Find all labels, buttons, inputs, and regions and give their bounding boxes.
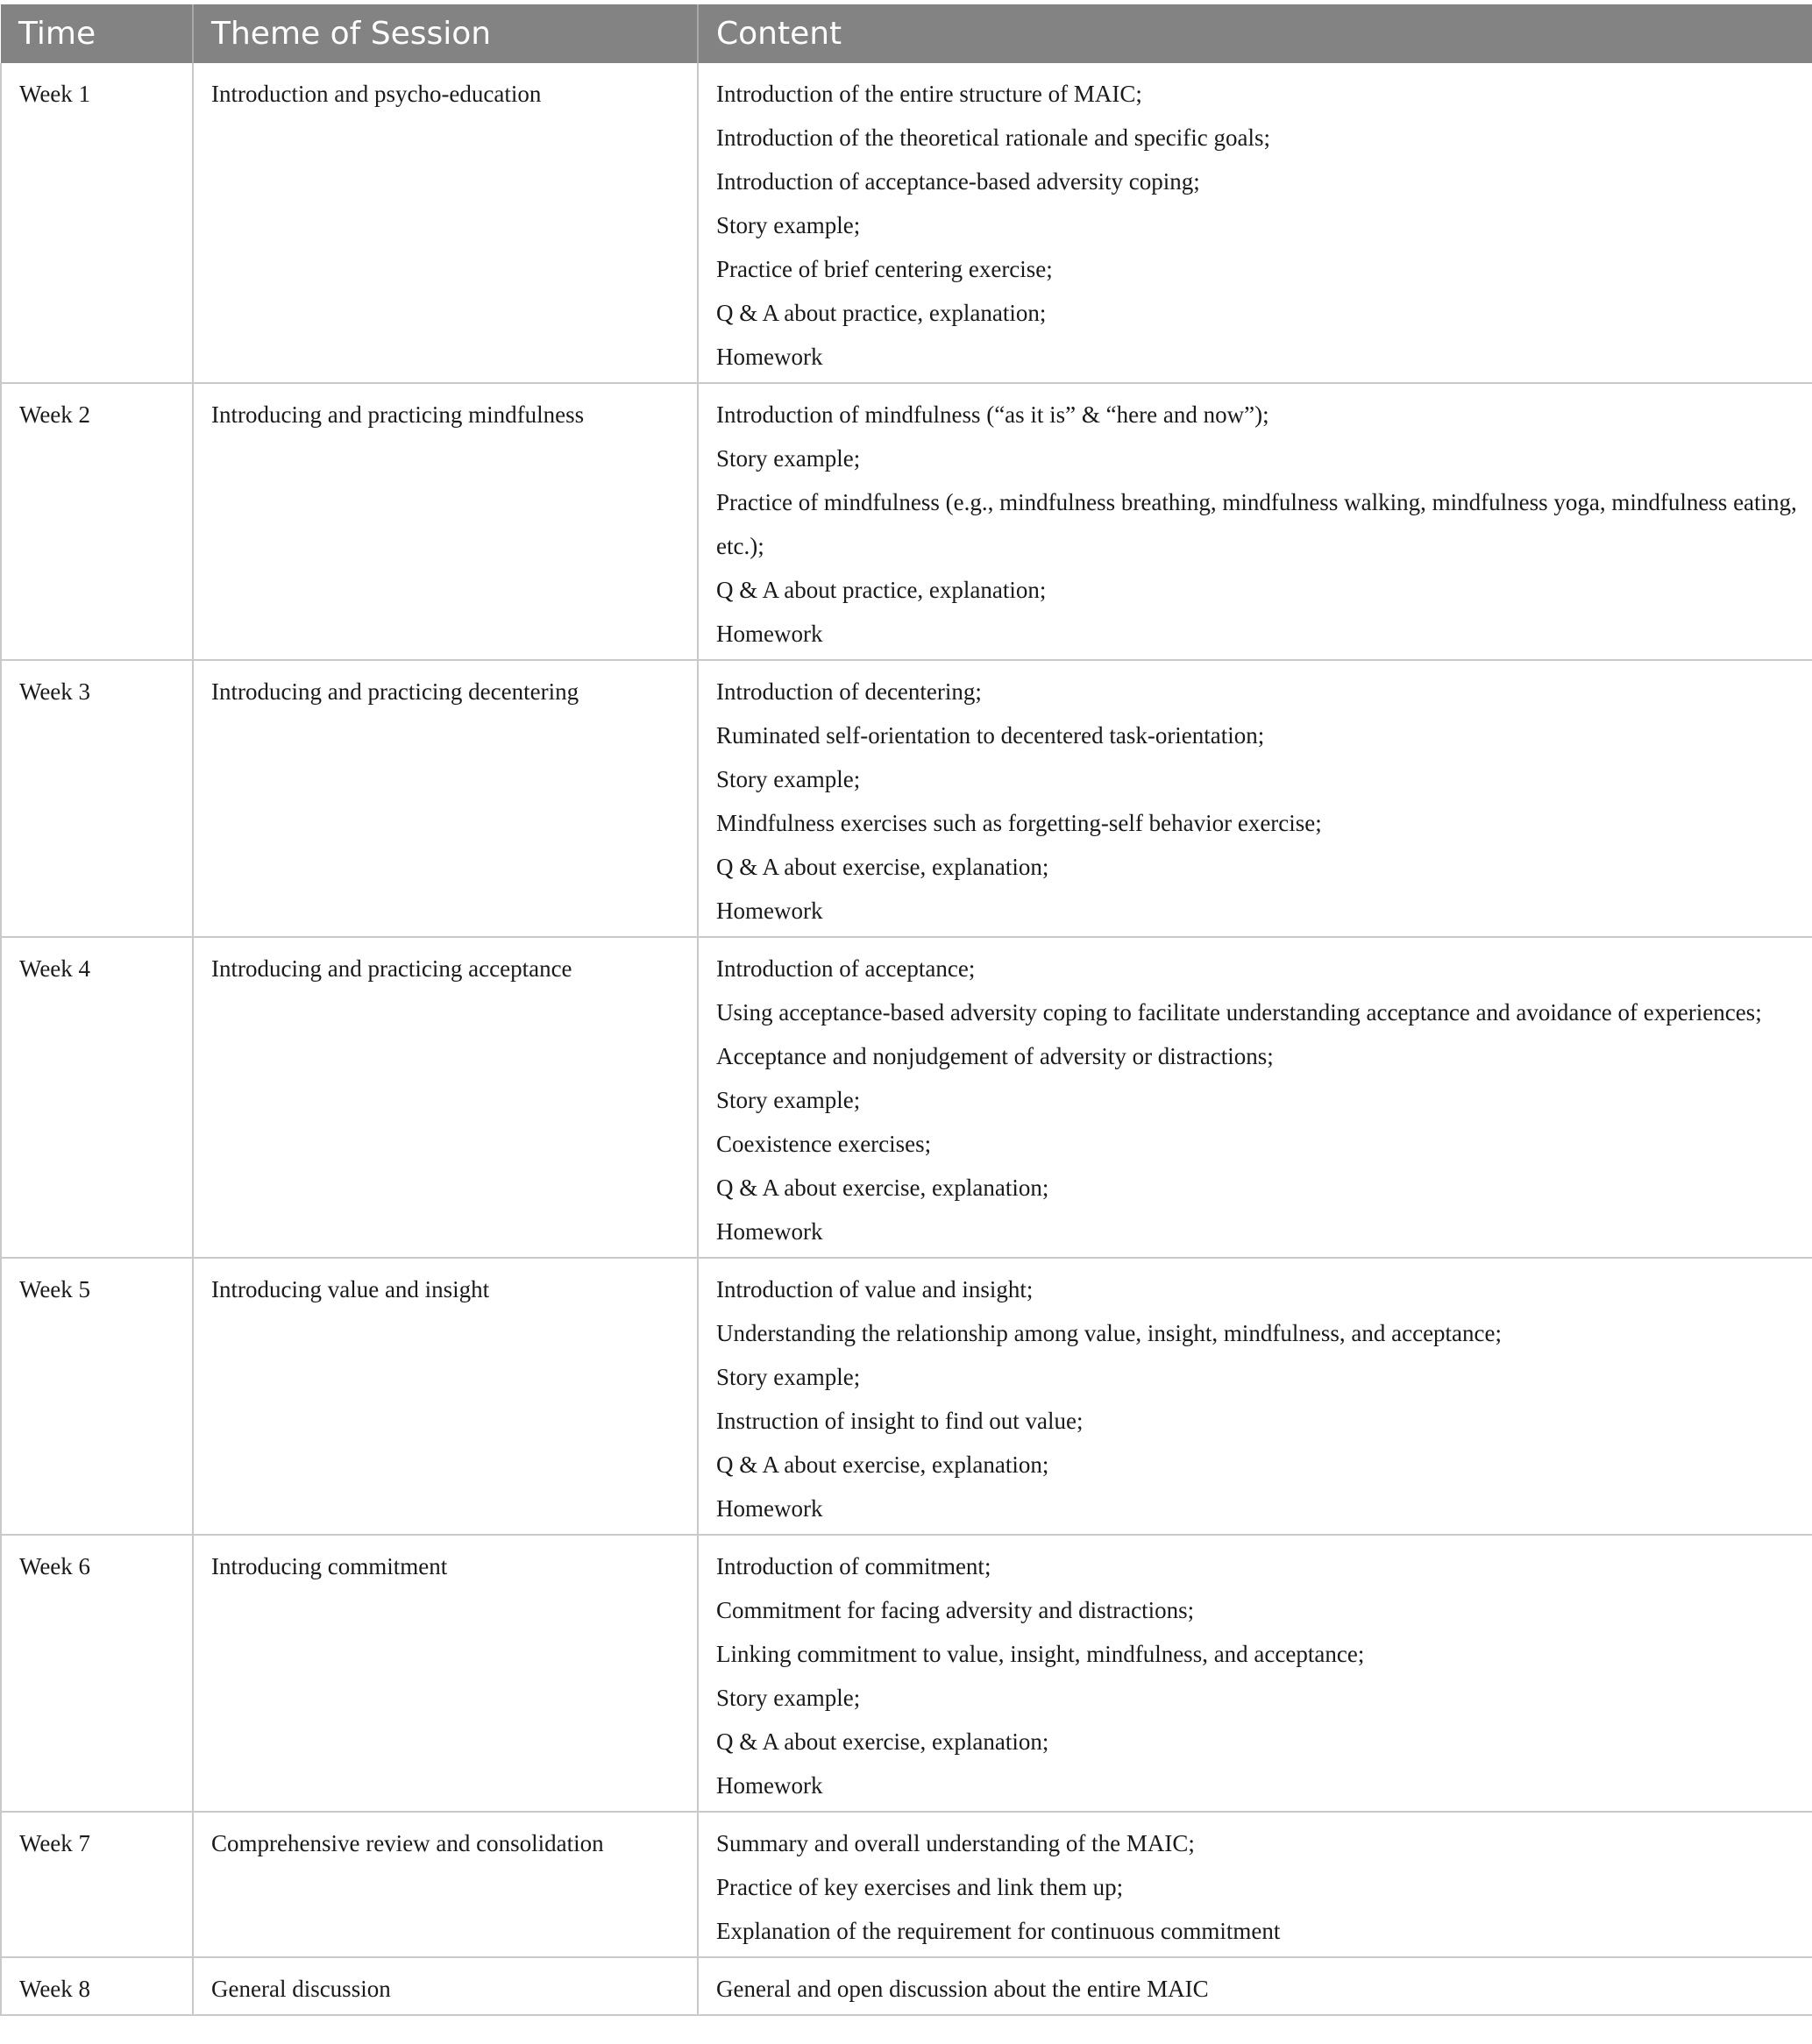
content-item: Acceptance and nonjudgement of adversity or distractions; [716,1043,1274,1069]
cell-time: Week 2 [1,383,193,660]
session-table-container [0,4,1812,2016]
content-item: Using acceptance-based adversity coping to facilitate understanding acceptance and avoidance of experiences; [716,999,1762,1026]
cell-theme: Introducing and practicing decentering [193,660,698,937]
content-item: Homework [716,621,823,647]
content-item: Homework [716,898,823,924]
cell-time: Week 4 [1,937,193,1258]
header-time: Time [1,4,193,63]
cell-time: Week 1 [1,63,193,383]
cell-time: Week 3 [1,660,193,937]
cell-content [698,660,1812,937]
content-item: Practice of key exercises and link them up; [716,1874,1124,1900]
cell-theme: Introduction and psycho-education [193,63,698,383]
content-item: Introduction of mindfulness (“as it is” & “here and now”); [716,401,1269,428]
content-item: Homework [716,1495,823,1522]
content-item: Homework [716,1218,823,1245]
table-row [1,63,1812,383]
content-item: Q & A about exercise, explanation; [716,1175,1049,1201]
content-item: Mindfulness exercises such as forgetting-self behavior exercise; [716,810,1322,836]
table-body [1,63,1812,2015]
content-item: Homework [716,1772,823,1799]
content-item: Q & A about exercise, explanation; [716,1728,1049,1755]
content-item: Introduction of the theoretical rationale and specific goals; [716,124,1271,151]
content-item: Introduction of value and insight; [716,1276,1034,1302]
cell-theme: Comprehensive review and consolidation [193,1812,698,1957]
cell-content [698,937,1812,1258]
content-item: Q & A about practice, explanation; [716,300,1047,326]
session-table [0,4,1812,2016]
content-item: Introduction of decentering; [716,678,982,705]
content-item: Story example; [716,1364,861,1390]
cell-theme: Introducing commitment [193,1535,698,1812]
content-item: Story example; [716,766,861,792]
content-item: Instruction of insight to find out value; [716,1408,1084,1434]
content-item: Homework [716,344,823,370]
table-row [1,1957,1812,2015]
content-item: Q & A about exercise, explanation; [716,854,1049,880]
cell-time: Week 5 [1,1258,193,1535]
content-item: Introduction of commitment; [716,1553,991,1579]
cell-content [698,1957,1812,2015]
table-row [1,383,1812,660]
cell-theme: General discussion [193,1957,698,2015]
cell-time: Week 6 [1,1535,193,1812]
table-row [1,660,1812,937]
content-item: Q & A about exercise, explanation; [716,1451,1049,1478]
cell-theme: Introducing and practicing acceptance [193,937,698,1258]
content-item: Story example; [716,1087,861,1113]
table-row [1,1535,1812,1812]
table-row [1,937,1812,1258]
content-item: Story example; [716,445,861,472]
content-item: Commitment for facing adversity and distractions; [716,1597,1195,1623]
cell-content [698,1258,1812,1535]
content-item: Introduction of the entire structure of MAIC; [716,81,1142,107]
cell-content [698,383,1812,660]
cell-time: Week 8 [1,1957,193,2015]
table-header [1,4,1812,63]
cell-content [698,63,1812,383]
content-item: Linking commitment to value, insight, mindfulness, and acceptance; [716,1641,1365,1667]
content-item: Ruminated self-orientation to decentered task-orientation; [716,722,1265,749]
cell-theme: Introducing value and insight [193,1258,698,1535]
content-item: Introduction of acceptance-based adversity coping; [716,168,1200,195]
header-row [1,4,1812,63]
content-item: Q & A about practice, explanation; [716,577,1047,603]
content-item: General and open discussion about the entire MAIC [716,1976,1209,2002]
header-content: Content [698,4,1812,63]
cell-content [698,1535,1812,1812]
cell-theme: Introducing and practicing mindfulness [193,383,698,660]
content-item: Explanation of the requirement for continuous commitment [716,1918,1281,1944]
content-item: Story example; [716,212,861,238]
content-item: Summary and overall understanding of the MAIC; [716,1830,1195,1856]
content-item: Practice of brief centering exercise; [716,256,1053,282]
content-item: Practice of mindfulness (e.g., mindfulness breathing, mindfulness walking, mindfulness yoga, mindfulness eating, etc.); [716,489,1803,559]
cell-time: Week 7 [1,1812,193,1957]
content-item: Understanding the relationship among value, insight, mindfulness, and acceptance; [716,1320,1503,1346]
content-item: Coexistence exercises; [716,1131,932,1157]
cell-content [698,1812,1812,1957]
table-row [1,1812,1812,1957]
content-item: Story example; [716,1685,861,1711]
table-row [1,1258,1812,1535]
header-theme: Theme of Session [193,4,698,63]
content-item: Introduction of acceptance; [716,955,976,982]
